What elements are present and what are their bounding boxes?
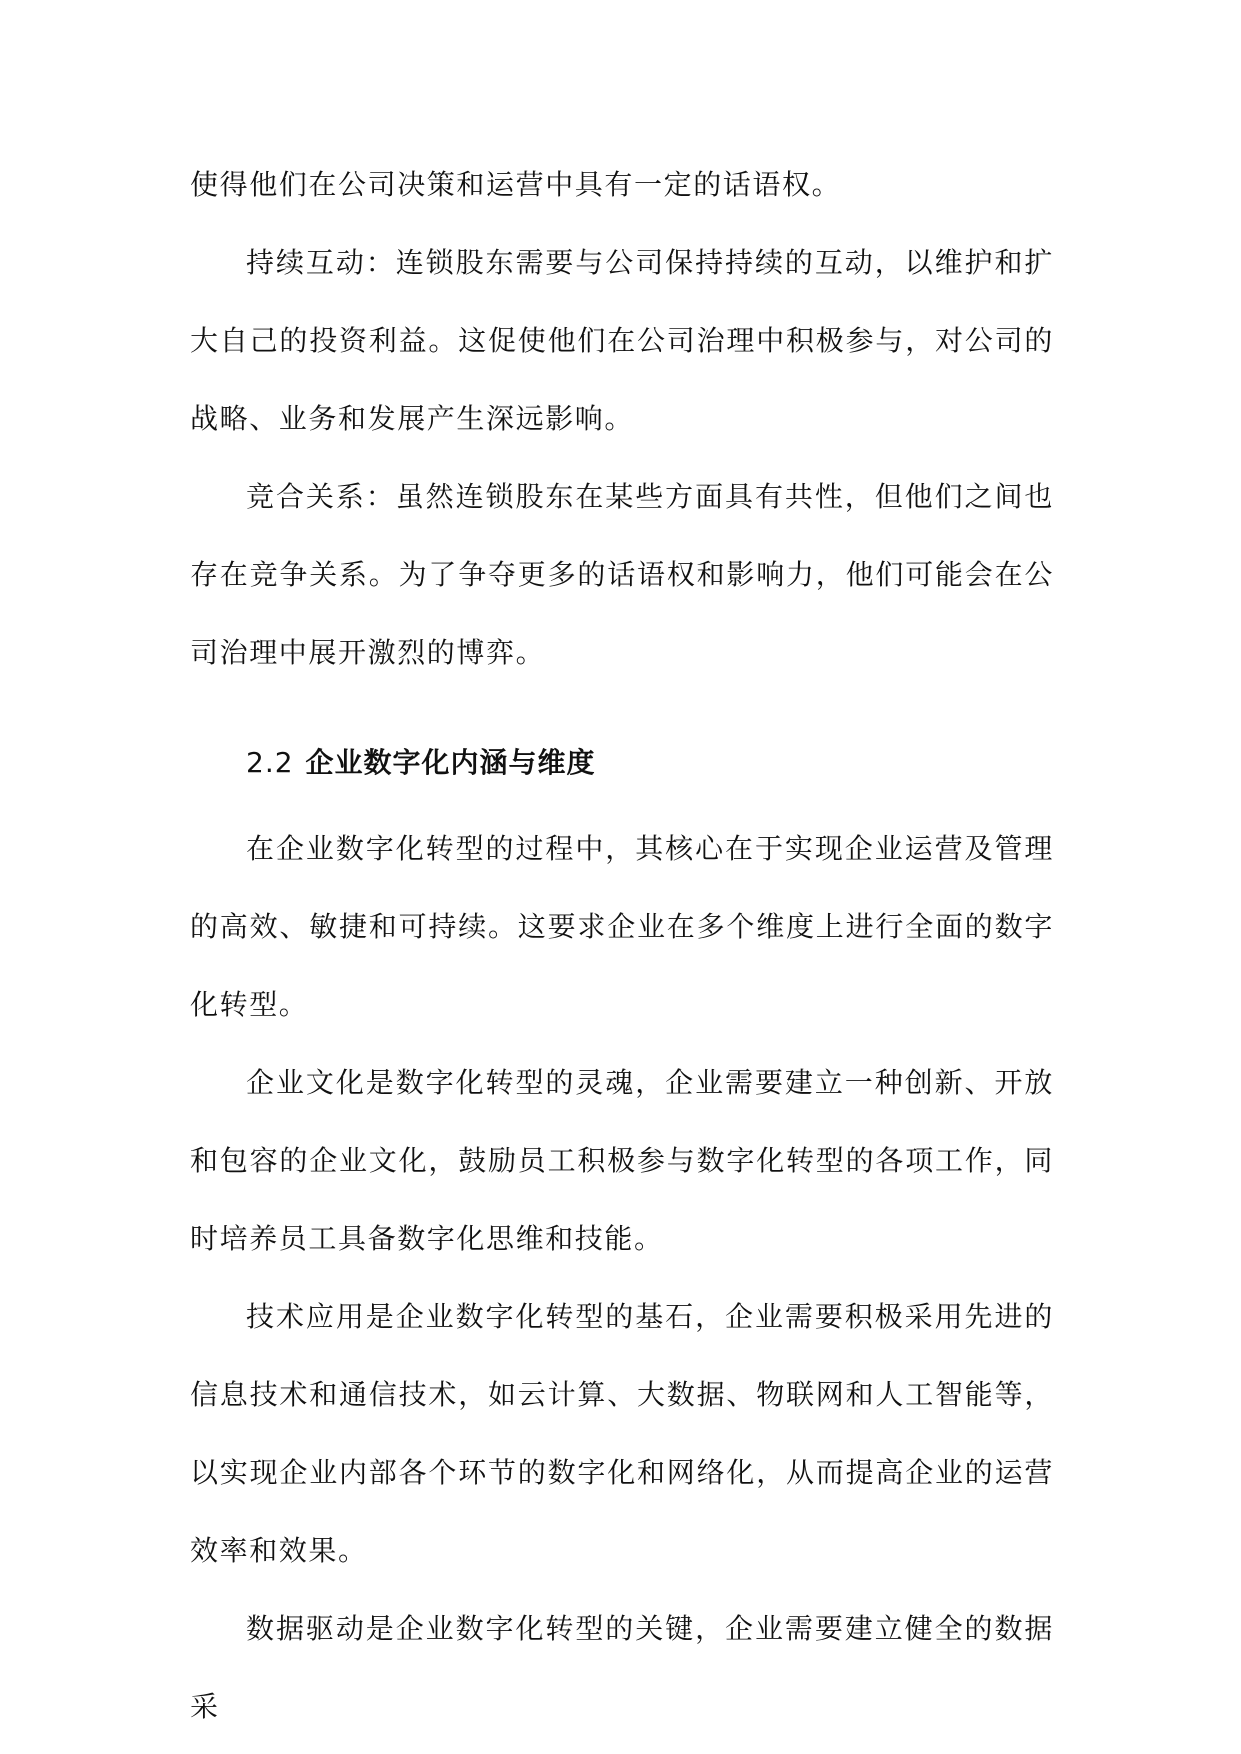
paragraph-digital-core: 在企业数字化转型的过程中，其核心在于实现企业运营及管理的高效、敏捷和可持续。这要求企业在多个维度上进行全面的数字化转型。	[190, 832, 1054, 1021]
paragraph-competition-cooperation: 竞合关系：虽然连锁股东在某些方面具有共性，但他们之间也存在竞争关系。为了争夺更多的话语权和影响力，他们可能会在公司治理中展开激烈的博弈。	[190, 480, 1054, 669]
paragraph-continuous-interaction: 持续互动：连锁股东需要与公司保持持续的互动，以维护和扩大自己的投资利益。这促使他们在公司治理中积极参与，对公司的战略、业务和发展产生深远影响。	[190, 246, 1054, 435]
paragraph-corporate-culture: 企业文化是数字化转型的灵魂，企业需要建立一种创新、开放和包容的企业文化，鼓励员工积极参与数字化转型的各项工作，同时培养员工具备数字化思维和技能。	[190, 1066, 1054, 1255]
paragraph-technology-application: 技术应用是企业数字化转型的基石，企业需要积极采用先进的信息技术和通信技术，如云计算、大数据、物联网和人工智能等，以实现企业内部各个环节的数字化和网络化，从而提高企业的运营效率和效果。	[190, 1300, 1054, 1567]
section-title: 企业数字化内涵与维度	[305, 746, 596, 779]
document-body	[190, 146, 1054, 1746]
paragraph-data-driven: 数据驱动是企业数字化转型的关键，企业需要建立健全的数据采	[190, 1612, 1054, 1723]
paragraph-continuation: 使得他们在公司决策和运营中具有一定的话语权。	[190, 168, 842, 201]
section-heading	[190, 724, 1054, 802]
section-number: 2.2	[246, 746, 294, 779]
